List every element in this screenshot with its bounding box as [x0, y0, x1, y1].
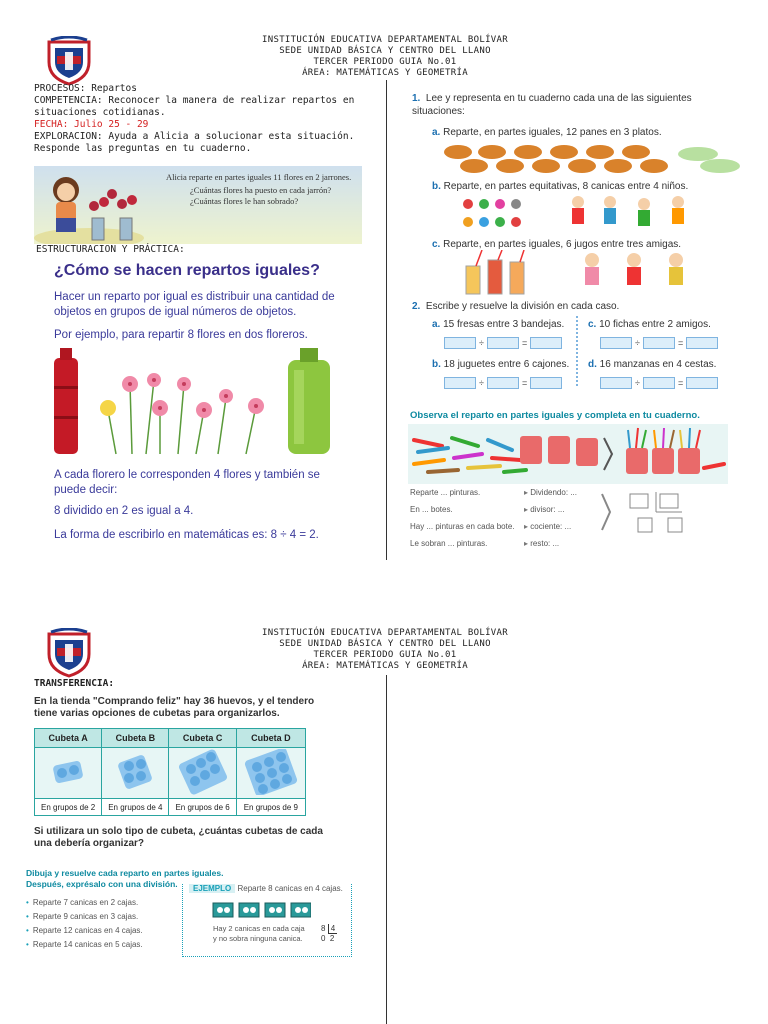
cubeta-header-d: Cubeta D: [236, 729, 305, 748]
q1b-text: Reparte, en partes equitativas, 8 canicas entre 4 niños.: [443, 181, 689, 192]
transferencia-heading: TRANSFERENCIA:: [34, 678, 115, 689]
header2-line3: TERCER PERIODO GUIA No.01: [313, 650, 457, 660]
q2c-div: ÷: [635, 337, 640, 348]
dibuja-item-1: • Reparte 7 canicas en 2 cajas.: [26, 898, 139, 907]
q2d-text: 16 manzanas en 4 cestas.: [599, 359, 717, 370]
pencils-and-cups-image: [408, 424, 728, 484]
cubeta-footer-d: En grupos de 9: [236, 799, 305, 816]
cubeta-header-c: Cubeta C: [169, 729, 236, 748]
q2a-box1[interactable]: [444, 337, 476, 349]
q2b-box1[interactable]: [444, 377, 476, 389]
dibuja-item-2: • Reparte 9 canicas en 3 cajas.: [26, 912, 139, 921]
q2-number: 2.: [412, 301, 421, 312]
q2b-box2[interactable]: [487, 377, 519, 389]
q2c-box2[interactable]: [643, 337, 675, 349]
header-line4: ÁREA: MATEMÁTICAS Y GEOMETRÍA: [302, 68, 468, 78]
q1a-line: [432, 126, 662, 139]
q2c-letter: c.: [588, 319, 597, 330]
q2d-eq: =: [677, 377, 684, 388]
q2-text: Escribe y resuelve la división en cada caso.: [425, 301, 620, 312]
header-line3: TERCER PERIODO GUIA No.01: [313, 57, 457, 67]
header2-line1: INSTITUCIÓN EDUCATIVA DEPARTAMENTAL BOLÍVAR: [262, 628, 508, 638]
q2d-answer-row[interactable]: [600, 374, 718, 392]
dibuja-title2: Después, exprésalo con una división.: [26, 879, 178, 889]
ejemplo-desc1: Hay 2 canicas en cada caja: [213, 924, 305, 933]
cubeta-footer-c: En grupos de 6: [169, 799, 236, 816]
header-block: [180, 35, 590, 79]
q2b-letter: b.: [432, 359, 441, 370]
ejemplo-dividend: 8: [321, 924, 326, 933]
column-divider: [386, 80, 387, 560]
procesos-line: PROCESOS: Repartos: [34, 83, 137, 94]
cubeta-header-a: Cubeta A: [35, 729, 102, 748]
header2-line4: ÁREA: MATEMÁTICAS Y GEOMETRÍA: [302, 661, 468, 671]
q2c-answer-row[interactable]: [600, 334, 718, 352]
ejemplo-divisor: 4: [328, 924, 337, 934]
q2a-letter: a.: [432, 319, 441, 330]
fill-l2: En ... botes.: [410, 505, 453, 514]
q2b-box3[interactable]: [530, 377, 562, 389]
reparto-explanation: A cada florero le corresponden 4 flores y también se puede decir:: [54, 469, 320, 496]
q2c-line: [588, 318, 711, 331]
alicia-line2: ¿Cuántas flores ha puesto en cada jarrón?: [190, 185, 332, 195]
q2c-box1[interactable]: [600, 337, 632, 349]
cubeta-footer-a: En grupos de 2: [35, 799, 102, 816]
alicia-line1: Alicia reparte en partes iguales 11 flores en 2 jarrones.: [166, 172, 352, 182]
q1b-letter: b.: [432, 181, 441, 192]
fecha-line: FECHA: Julio 25 - 29: [34, 119, 149, 130]
q2a-line: [432, 318, 564, 331]
dibuja-list: [26, 896, 143, 952]
q2a-text: 15 fresas entre 3 bandejas.: [443, 319, 565, 330]
cubeta-b-image: [102, 748, 169, 799]
q1a-letter: a.: [432, 127, 441, 138]
division-boxes-diagram: [600, 490, 690, 540]
fill-right-list: ▸ Dividendo: ... ▸ divisor: ... ▸ cociente: ... ▸ resto: ...: [524, 488, 577, 548]
ejemplo-boxes-image: [211, 900, 311, 920]
exploracion-line: EXPLORACION: Ayuda a Alicia a solucionar esta situación. Responde las preguntas en tu cuaderno.: [34, 131, 355, 154]
header-line1: INSTITUCIÓN EDUCATIVA DEPARTAMENTAL BOLÍVAR: [262, 35, 508, 45]
school-logo-shield-2: [45, 628, 93, 678]
q2d-div: ÷: [635, 377, 640, 388]
transferencia-intro: En la tienda "Comprando feliz" hay 36 huevos, y el tendero tiene varias opciones de cubetas para organizarlos.: [34, 696, 315, 719]
pencils-cups-drawing: [408, 424, 728, 484]
q2c-text: 10 fichas entre 2 amigos.: [599, 319, 711, 330]
fill-r2: divisor: ...: [530, 505, 565, 514]
header-block-2: [180, 628, 590, 672]
cubeta-header-b: Cubeta B: [102, 729, 169, 748]
q2b-eq: =: [521, 377, 528, 388]
q2a-eq: =: [521, 337, 528, 348]
header2-line2: SEDE UNIDAD BÁSICA Y CENTRO DEL LLANO: [279, 639, 491, 649]
q2b-answer-row[interactable]: [444, 374, 562, 392]
question1-block: [412, 92, 742, 118]
fill-left-list: [410, 484, 515, 552]
cubetas-question: Si utilizara un solo tipo de cubeta, ¿cuántas cubetas de cada una debería organizar?: [34, 826, 323, 849]
ejemplo-quotient: 2: [329, 934, 335, 943]
q1c-text: Reparte, en partes iguales, 6 jugos entre tres amigas.: [443, 239, 682, 250]
column-divider-2: [386, 675, 387, 1024]
q2a-div: ÷: [479, 337, 484, 348]
q2b-div: ÷: [479, 377, 484, 388]
fill-r3: cociente: ...: [530, 522, 572, 531]
q1-text: Lee y representa en tu cuaderno cada una de las siguientes situaciones:: [412, 93, 692, 117]
fill-l3: Hay ... pinturas en cada bote.: [410, 522, 515, 531]
cubeta-footer-b: En grupos de 4: [102, 799, 169, 816]
marbles-and-kids-image: [458, 192, 743, 236]
cubetas-table: [34, 728, 306, 816]
observa-heading: Observa el reparto en partes iguales y completa en tu cuaderno.: [410, 410, 700, 421]
alicia-line3: ¿Cuántas flores le han sobrado?: [190, 196, 299, 206]
q2a-box2[interactable]: [487, 337, 519, 349]
q1-number: 1.: [412, 93, 421, 104]
fill-r4: resto: ...: [530, 539, 560, 548]
ejemplo-rest: 0: [321, 934, 326, 943]
fill-r1: Dividendo: ...: [530, 488, 577, 497]
fill-l1: Reparte ... pinturas.: [410, 488, 481, 497]
estructuracion-heading: ESTRUCTURACION Y PRÁCTICA:: [36, 244, 185, 255]
reparto-statement: 8 dividido en 2 es igual a 4.: [54, 505, 194, 517]
q2b-text: 18 juguetes entre 6 cajones.: [443, 359, 570, 370]
q1c-letter: c.: [432, 239, 441, 250]
dibuja-title1: Dibuja y resuelve cada reparto en partes iguales.: [26, 868, 224, 878]
q2d-box3[interactable]: [686, 377, 718, 389]
bread-and-plates-image: [440, 140, 740, 180]
fill-l4: Le sobran ... pinturas.: [410, 539, 488, 548]
cubeta-d-image: [236, 748, 305, 799]
ejemplo-text: Reparte 8 canicas en 4 cajas.: [237, 884, 343, 893]
cubeta-c-image: [169, 748, 236, 799]
school-logo-shield: [45, 36, 93, 86]
reparto-example-intro: Por ejemplo, para repartir 8 flores en dos floreros.: [54, 329, 308, 341]
ejemplo-label: EJEMPLO: [189, 884, 235, 893]
left-info-block: [34, 83, 364, 155]
ejemplo-desc2: y no sobra ninguna canica.: [213, 934, 303, 943]
q1a-text: Reparte, en partes iguales, 12 panes en 3 platos.: [443, 127, 662, 138]
vases-and-flowers-image: [50, 346, 335, 458]
reparto-title: ¿Cómo se hacen repartos iguales?: [54, 262, 320, 279]
reparto-math-form: La forma de escribirlo en matemáticas es: 8 ÷ 4 = 2.: [54, 529, 319, 541]
girl-and-flowers-image: [34, 166, 144, 244]
q2d-letter: d.: [588, 359, 597, 370]
q2d-box2[interactable]: [643, 377, 675, 389]
q2d-line: [588, 358, 716, 371]
q2a-box3[interactable]: [530, 337, 562, 349]
header-line2: SEDE UNIDAD BÁSICA Y CENTRO DEL LLANO: [279, 46, 491, 56]
q2-separator: [576, 316, 579, 386]
q2-line: [412, 300, 619, 313]
ejemplo-division: [321, 924, 337, 944]
reparto-definition: Hacer un reparto por igual es distribuir una cantidad de objetos en grupos de igual números de objetos.: [54, 291, 335, 318]
dibuja-item-4: • Reparte 14 canicas en 5 cajas.: [26, 940, 143, 949]
q2d-box1[interactable]: [600, 377, 632, 389]
dibuja-item-3: • Reparte 12 canicas en 4 cajas.: [26, 926, 143, 935]
ejemplo-box: [182, 884, 352, 957]
q2c-eq: =: [677, 337, 684, 348]
cubeta-a-image: [35, 748, 102, 799]
competencia-line: COMPETENCIA: Reconocer la manera de realizar repartos en situaciones cotidianas.: [34, 95, 355, 118]
q2b-line: [432, 358, 569, 371]
q2a-answer-row[interactable]: [444, 334, 562, 352]
q2c-box3[interactable]: [686, 337, 718, 349]
juices-and-girls-image: [462, 250, 702, 296]
alicia-illustration: [34, 166, 362, 244]
